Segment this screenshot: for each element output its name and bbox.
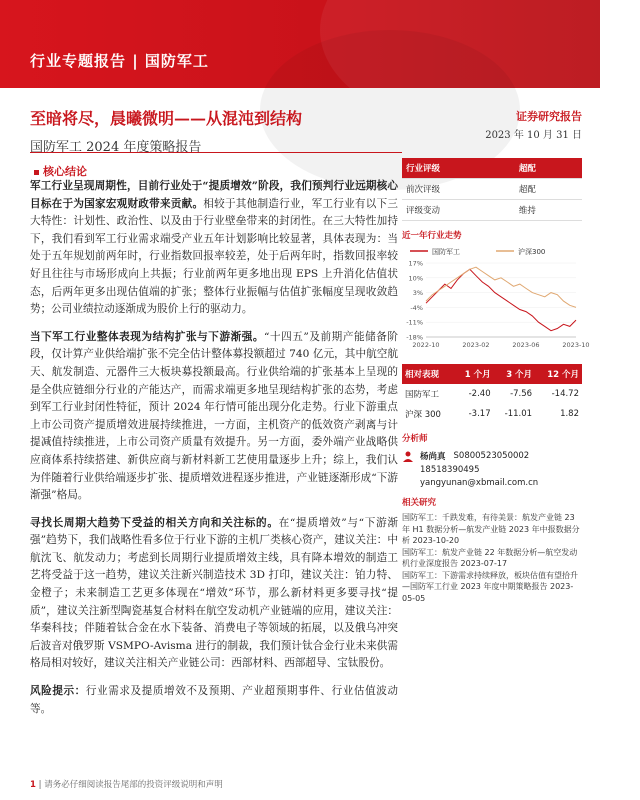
rating-table	[402, 158, 582, 221]
report-main-title: 至暗将尽，晨曦微明——从混沌到结构	[30, 109, 303, 128]
y-tick-label: -11%	[406, 318, 423, 327]
x-tick-label: 2022-10	[412, 341, 440, 349]
related-item[interactable]: 国防军工：航发产业链 22 年数据分析—航空发动机行业深度报告 2023-07-17	[402, 547, 578, 568]
person-icon	[402, 450, 414, 462]
performance-header-row	[402, 364, 582, 384]
performance-header: 3 个月	[494, 364, 535, 384]
report-date: 2023 年 10 月 31 日	[485, 130, 582, 141]
related-list	[402, 512, 582, 604]
core-conclusion-text: 核心结论	[43, 165, 87, 178]
rating-row	[402, 158, 582, 179]
related-item[interactable]: 国防军工：下游需求持续释放，板块估值有望拾升—国防军工行业 2023 年度中期策略报告 2023-05-05	[402, 570, 578, 603]
rating-cell: 维持	[515, 200, 582, 221]
paragraph-1-text: 相较于其他制造行业，军工行业有以下三大特性：计划性、政治性、以及由于行业壁垒带来的封闭性。在三大特性加持下，我们看到军工行业需求端受产业五年计划影响比较显著，具体表现为：当处于五年规划前两年时，行业指数回报率较差，处于后两年时，指数回报率较好且往往与市场形成向上共振；行业前两年更多地出现 EPS 上升消化估值状态，后两年更多出现估值端的扩张；整体行业振幅与估值扩张幅度呈现收敛趋势；公司业绩拉动逐渐成为股价上行的驱动力。	[30, 197, 399, 316]
analyst-name: 杨尚真	[420, 452, 446, 462]
y-tick-label: -4%	[410, 303, 423, 312]
series-line	[426, 269, 576, 330]
legend-label: 沪深300	[518, 248, 546, 256]
x-tick-label: 2023-10	[562, 341, 590, 349]
industry-trend-chart	[402, 245, 590, 355]
y-tick-label: -18%	[406, 333, 423, 342]
header-title: 行业专题报告 | 国防军工	[30, 52, 209, 70]
paragraph-3	[30, 515, 398, 673]
analyst-license: S0800523050002	[453, 451, 530, 461]
performance-table	[402, 364, 582, 424]
body-text	[30, 178, 398, 728]
paragraph-3-lead: 寻找长周期大趋势下受益的相关方向和关注标的。	[30, 516, 279, 529]
performance-row	[402, 404, 582, 424]
analyst-email[interactable]: yangyunan@xbmail.com.cn	[420, 478, 539, 488]
analyst-section-title: 分析师	[402, 434, 428, 444]
performance-cell: 沪深 300	[405, 410, 441, 420]
related-section-title: 相关研究	[402, 498, 437, 508]
performance-cell: -2.40	[468, 389, 491, 399]
y-tick-label: 3%	[412, 289, 423, 298]
performance-header: 相对表现	[402, 364, 454, 384]
performance-row	[402, 384, 582, 404]
analyst-row	[402, 450, 582, 462]
performance-cell: -3.17	[468, 409, 491, 419]
related-item[interactable]: 国防军工：千跌发难，有待美景：航发产业链 23 年 H1 数据分析—航发产业链 2023 年中报数据分析 2023-10-20	[402, 513, 580, 545]
performance-cell: -7.56	[510, 389, 533, 399]
rating-cell: 行业评级	[402, 158, 515, 179]
paragraph-risk	[30, 683, 398, 718]
paragraph-2	[30, 329, 398, 505]
x-tick-label: 2023-02	[462, 341, 490, 349]
series-line	[426, 267, 576, 307]
performance-cell: 1.82	[560, 409, 579, 419]
paragraph-3-text: 在“提质增效”与“下游渐强”趋势下，我们战略性看多位于行业下游的主机厂类核心资产，建议关注：中航沈飞、航发动力；考虑到长周期行业提质增效主线，具有降本增效的制造工艺将受益于这一趋势，建议关注新兴制造技术 3D 打印，建议关注：铂力特、金橙子；未来制造工艺更多体现在“增效”环节，那么新材料更多要寻找“提质”，建议关注新型陶瓷基复合材料在航空发动机产业链端的应用，建议关注：华秦科技；伴随着钛合金在水下装备、消费电子等领域的拓展，以及俄乌冲突后波音对俄罗斯 VSMPO-Avisma 进行的制裁，我们预计钛合金行业未来供需格局相对较好，建议关注相关产业链公司：西部材料、西部超导、宝钛股份。	[30, 516, 398, 670]
footer-disclaimer: | 请务必仔细阅读报告尾部的投资评级说明和声明	[38, 780, 223, 790]
paragraph-2-lead: 当下军工行业整体表现为结构扩张与下游渐强。	[30, 330, 265, 343]
risk-lead: 风险提示：	[30, 685, 86, 698]
risk-text: 行业需求及提质增效不及预期、产业超预期事件、行业估值波动等。	[30, 685, 399, 715]
legend-label: 国防军工	[432, 248, 460, 256]
bullet-icon	[34, 170, 39, 175]
performance-header: 1 个月	[454, 364, 494, 384]
y-tick-label: 10%	[408, 274, 423, 283]
rating-row	[402, 179, 582, 200]
performance-cell: 国防军工	[405, 390, 440, 400]
chart-title: 近一年行业走势	[402, 231, 462, 241]
performance-cell: -14.72	[551, 389, 579, 399]
page-number: 1	[30, 780, 36, 790]
performance-header: 12 个月	[535, 364, 582, 384]
paragraph-1-lead: 军工行业呈现周期性，目前行业处于“提质增效”阶段，我们预判行业远期核心目标在于为国家宏观财政带来贡献。	[30, 180, 398, 210]
rating-row	[402, 200, 582, 221]
rating-cell: 评级变动	[402, 200, 515, 221]
core-conclusion-label	[34, 163, 87, 179]
report-sub-title: 国防军工 2024 年度策略报告	[30, 140, 202, 155]
rating-cell: 超配	[515, 179, 582, 200]
performance-cell: -11.01	[504, 409, 533, 419]
sidebar	[402, 158, 590, 604]
page-footer	[30, 778, 223, 790]
rating-cell: 前次评级	[402, 179, 515, 200]
analyst-phone: 18518390495	[420, 465, 480, 475]
paragraph-2-text: “十四五”及前期产能储备阶段，仅计算产业供给端扩张不完全估计整体募投额超过 740 亿元，其中航空航天、航发制造、元器件三大板块募投额最高。行业供给端的扩张基本上呈现的是全供应链细分行业的产能达产，而需求端更多地呈现结构扩张的态势，考虑到军工行业封闭性特征，预计 2024 年行情可能出现分化走势。行业下游重点上市公司资产提质增效进展持续推进，一方面，主机资产的低效资产剥离与计提减值持续推进，上市公司资产质量有效提升。另一方面，委外端产业战略供应商体系持续搭建、新供应商与新材料新工艺使用量逐步上升；综上，我们认为伴随着行业供给端逐步扩张、提质增效进程逐步推进，产业链逐渐形成“下游渐强”格局。	[30, 330, 398, 502]
paragraph-1	[30, 178, 398, 319]
report-tag: 证券研究报告	[516, 110, 582, 123]
rating-cell: 超配	[515, 158, 582, 179]
title-divider	[30, 152, 402, 153]
report-header-banner	[0, 0, 600, 88]
y-tick-label: 17%	[408, 259, 423, 268]
x-tick-label: 2023-06	[512, 341, 540, 349]
